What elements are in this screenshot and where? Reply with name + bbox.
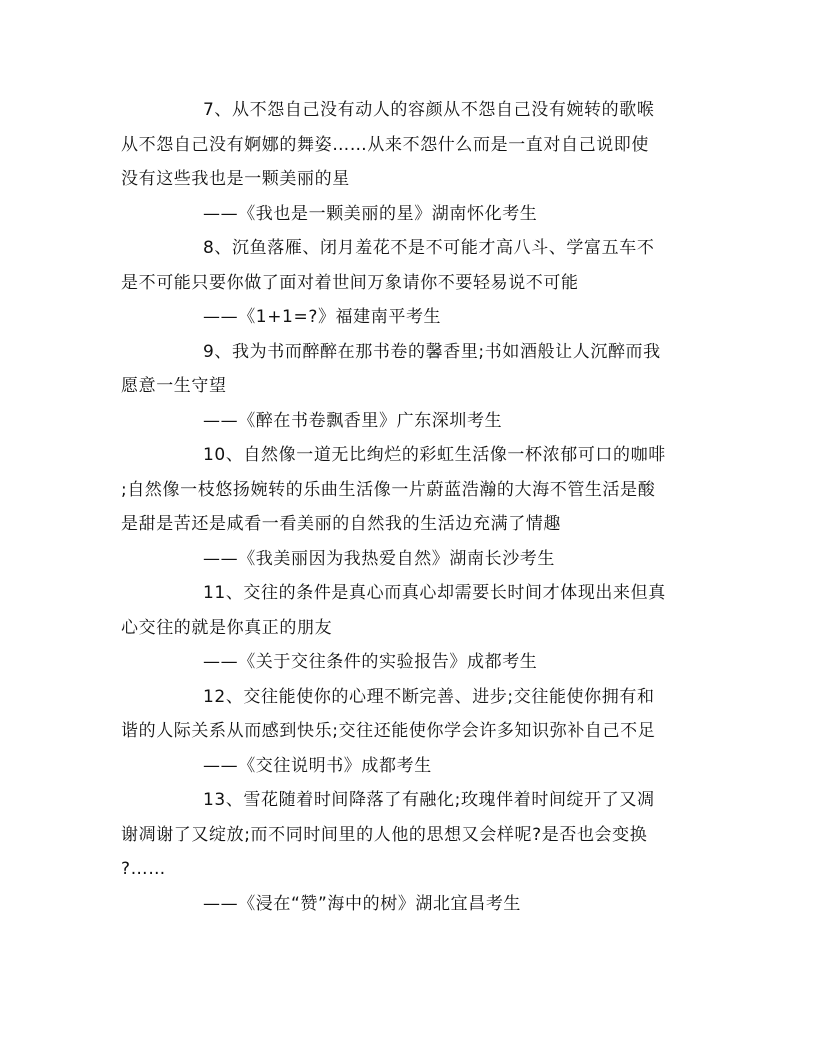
- paragraph-line: 是不可能只要你做了面对着世间万象请你不要轻易说不可能: [121, 272, 579, 293]
- source-line: ——《我也是一颗美丽的星》湖南怀化考生: [203, 203, 538, 224]
- paragraph-line: 8、沉鱼落雁、闭月羞花不是不可能才高八斗、学富五车不: [203, 238, 655, 258]
- paragraph-line: 11、交往的条件是真心而真心却需要长时间才体现出来但真: [203, 583, 666, 603]
- source-line: ——《醉在书卷飘香里》广东深圳考生: [203, 410, 503, 431]
- paragraph-line: 10、自然像一道无比绚烂的彩虹生活像一杯浓郁可口的咖啡: [203, 445, 666, 465]
- paragraph-line: ;自然像一枝悠扬婉转的乐曲生活像一片蔚蓝浩瀚的大海不管生活是酸: [121, 479, 656, 500]
- source-line: ——《交往说明书》成都考生: [203, 755, 432, 776]
- paragraph-line: 13、雪花随着时间降落了有融化;玫瑰伴着时间绽开了又凋: [203, 790, 655, 810]
- paragraph-line: 9、我为书而醉醉在那书卷的馨香里;书如酒般让人沉醉而我: [203, 341, 661, 362]
- paragraph-line: 从不怨自己没有婀娜的舞姿……从来不怨什么而是一直对自己说即使: [121, 134, 649, 155]
- source-line: ——《浸在“赞”海中的树》湖北宜昌考生: [203, 893, 522, 914]
- paragraph-line: 是甜是苦还是咸看一看美丽的自然我的生活边充满了情趣: [121, 514, 561, 534]
- source-line: ——《关于交往条件的实验报告》成都考生: [203, 652, 538, 672]
- paragraph-line: 谢凋谢了又绽放;而不同时间里的人他的思想又会样呢?是否也会变换: [121, 824, 648, 845]
- paragraph-line: 没有这些我也是一颗美丽的星: [121, 169, 350, 189]
- paragraph-line: 12、交往能使你的心理不断完善、进步;交往能使你拥有和: [203, 686, 655, 707]
- source-line: ——《1+1=?》福建南平考生: [203, 307, 442, 327]
- paragraph-line: 心交往的就是你真正的朋友: [121, 617, 333, 638]
- source-line: ——《我美丽因为我热爱自然》湖南长沙考生: [203, 548, 555, 569]
- paragraph-line: 7、从不怨自己没有动人的容颜从不怨自己没有婉转的歌喉: [203, 100, 655, 120]
- paragraph-line: 谐的人际关系从而感到快乐;交往还能使你学会许多知识弥补自己不足: [121, 721, 656, 741]
- paragraph-line: 愿意一生守望: [121, 376, 227, 396]
- document-body: [121, 93, 696, 921]
- paragraph-line: ?……: [121, 859, 166, 879]
